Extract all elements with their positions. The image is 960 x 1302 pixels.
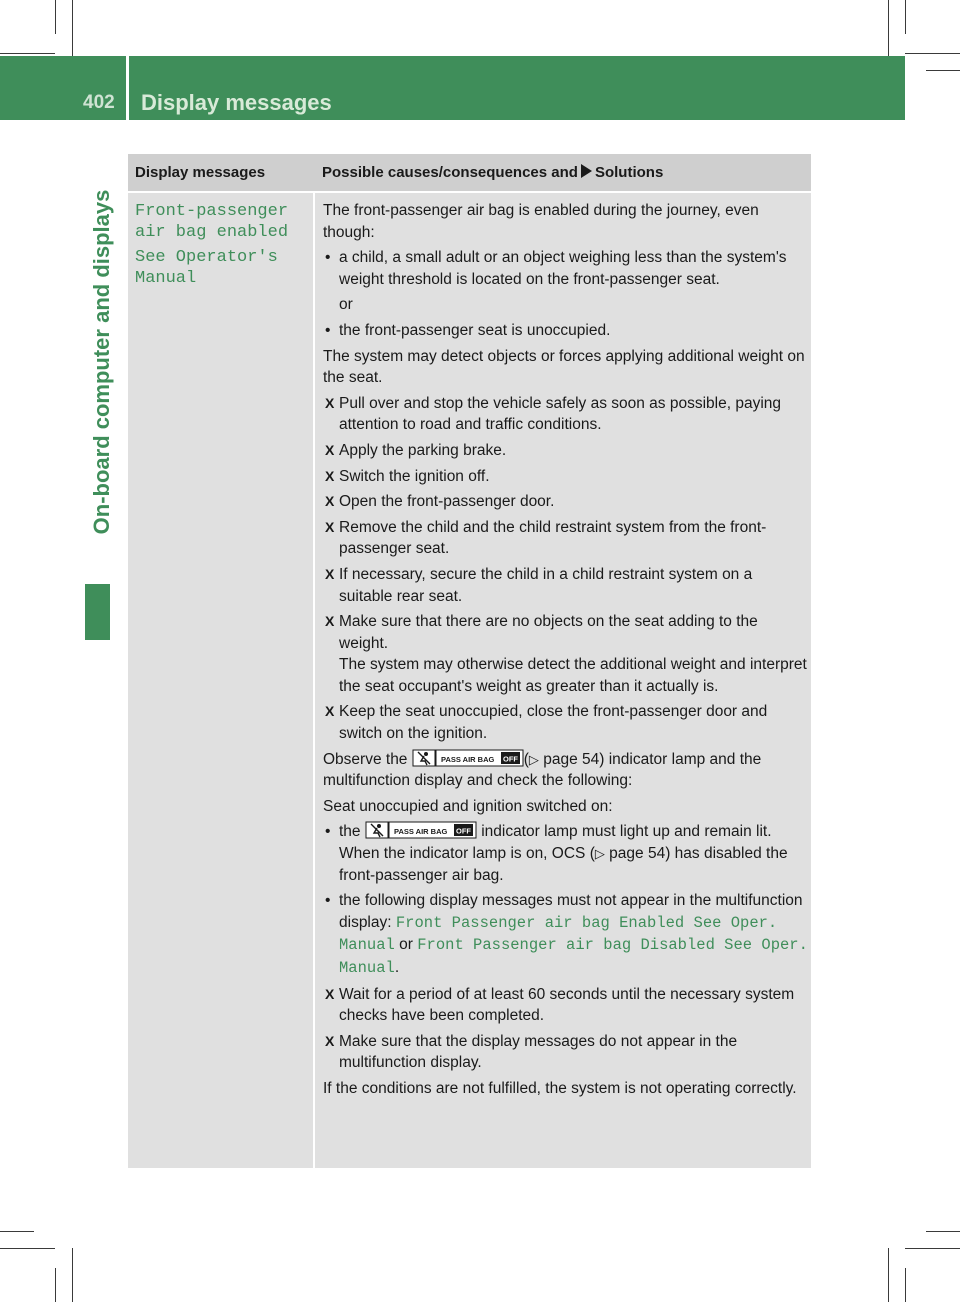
step-item: X Open the front-passenger door.	[323, 491, 809, 513]
col-header-solutions-b: Solutions	[594, 164, 664, 181]
airbag-off-indicator-icon	[365, 821, 477, 839]
bullet-item	[323, 821, 809, 886]
display-message-cell	[128, 193, 313, 1168]
header-separator	[126, 56, 129, 120]
step-item: X Apply the parking brake.	[323, 440, 809, 462]
page-title: Display messages	[141, 90, 332, 115]
crop-mark	[888, 1248, 889, 1302]
paragraph: If the conditions are not fulfilled, the system is not operating correctly.	[323, 1079, 797, 1097]
paragraph: The system may detect objects or forces applying additional weight on the seat.	[323, 347, 805, 387]
crop-mark	[0, 53, 55, 54]
lamp-label: PASS AIR BAG	[440, 754, 495, 764]
col-header-solutions-a: Possible causes/consequences and	[322, 164, 578, 181]
step-text: Make sure that there are no objects on the seat adding to the weight.	[339, 613, 758, 652]
crop-mark	[926, 70, 960, 71]
text: (	[523, 750, 529, 768]
section-side-label	[86, 148, 118, 576]
lamp-off: OFF	[502, 754, 518, 764]
crop-mark	[905, 1248, 960, 1249]
page-number: 402	[83, 92, 115, 113]
display-message-inline: Front Passenger air bag Enabled See Oper. Manual	[339, 913, 778, 955]
step-item: X Keep the seat unoccupied, close the front-passenger door and switch on the ignition.	[323, 701, 809, 744]
crop-mark	[0, 1248, 55, 1249]
page-ref-triangle-icon: ▷	[594, 846, 605, 862]
lamp-off: OFF	[455, 826, 471, 836]
step-note: The system may otherwise detect the additional weight and interpret the seat occupant's weight as greater than it actually is.	[339, 656, 807, 695]
page-ref-triangle-icon: ▷	[528, 751, 539, 767]
crop-mark	[905, 0, 906, 34]
paragraph: The front-passenger air bag is enabled during the journey, even though:	[323, 202, 759, 241]
display-message-inline: Front Passenger air bag Disabled See Oper. Manual	[339, 936, 808, 977]
airbag-off-indicator-icon	[412, 749, 524, 767]
or-text: or	[339, 296, 353, 314]
crop-mark	[888, 0, 889, 56]
text: the following display messages must not appear in the multifunction display:	[339, 892, 803, 931]
arrow-right-icon	[581, 164, 592, 178]
message-line: air bag enabled	[135, 223, 289, 242]
header-bar	[0, 56, 905, 120]
section-side-label-text: On-board computer and displays	[89, 189, 114, 535]
crop-mark	[905, 1268, 906, 1302]
bullet-item: • the front-passenger seat is unoccupied.	[323, 320, 809, 342]
col-header-messages: Display messages	[135, 164, 266, 181]
crop-mark	[0, 1231, 34, 1232]
table-header	[128, 154, 811, 191]
step-item: X If necessary, secure the child in a child restraint system on a suitable rear seat.	[323, 564, 809, 607]
bullet-item: • a child, a small adult or an object weighing less than the system's weight threshold is located on the front-passenger seat.	[323, 247, 809, 290]
message-line: See Operator's	[135, 248, 278, 267]
bullet-item	[323, 890, 809, 979]
text: or	[399, 936, 413, 954]
section-side-block	[85, 584, 110, 640]
text: When the indicator lamp is on, OCS (	[339, 845, 595, 863]
message-line: Front-passenger	[135, 202, 289, 221]
step-item: X Remove the child and the child restraint system from the front-passenger seat.	[323, 517, 809, 560]
step-item	[323, 611, 809, 697]
step-item: X Make sure that the display messages do not appear in the multifunction display.	[323, 1031, 809, 1074]
text: page 54) indicator lamp and the multifunction display and check the following:	[323, 750, 762, 790]
paragraph	[323, 749, 809, 792]
text: .	[394, 959, 400, 976]
step-item: X Wait for a period of at least 60 seconds until the necessary system checks have been completed.	[323, 984, 809, 1027]
crop-mark	[55, 1268, 56, 1302]
message-line: Manual	[135, 269, 197, 288]
crop-mark	[55, 0, 56, 34]
text: page 54) has disabled the front-passenger air bag.	[339, 845, 788, 884]
display-message	[135, 201, 288, 293]
lamp-label: PASS AIR BAG	[393, 827, 448, 837]
solutions-content	[323, 200, 809, 1104]
crop-mark	[72, 1248, 73, 1302]
paragraph: Seat unoccupied and ignition switched on:	[323, 797, 613, 815]
col-header-solutions	[322, 164, 663, 181]
step-item: X Pull over and stop the vehicle safely as soon as possible, paying attention to road and traffic conditions.	[323, 393, 809, 436]
text: indicator lamp must light up and remain lit.	[481, 823, 772, 841]
solutions-cell	[315, 193, 811, 1168]
step-item: X Switch the ignition off.	[323, 466, 809, 488]
crop-mark	[72, 0, 73, 56]
crop-mark	[926, 1231, 960, 1232]
crop-mark	[905, 53, 960, 54]
text: the	[339, 823, 361, 841]
text: Observe the	[323, 750, 408, 768]
